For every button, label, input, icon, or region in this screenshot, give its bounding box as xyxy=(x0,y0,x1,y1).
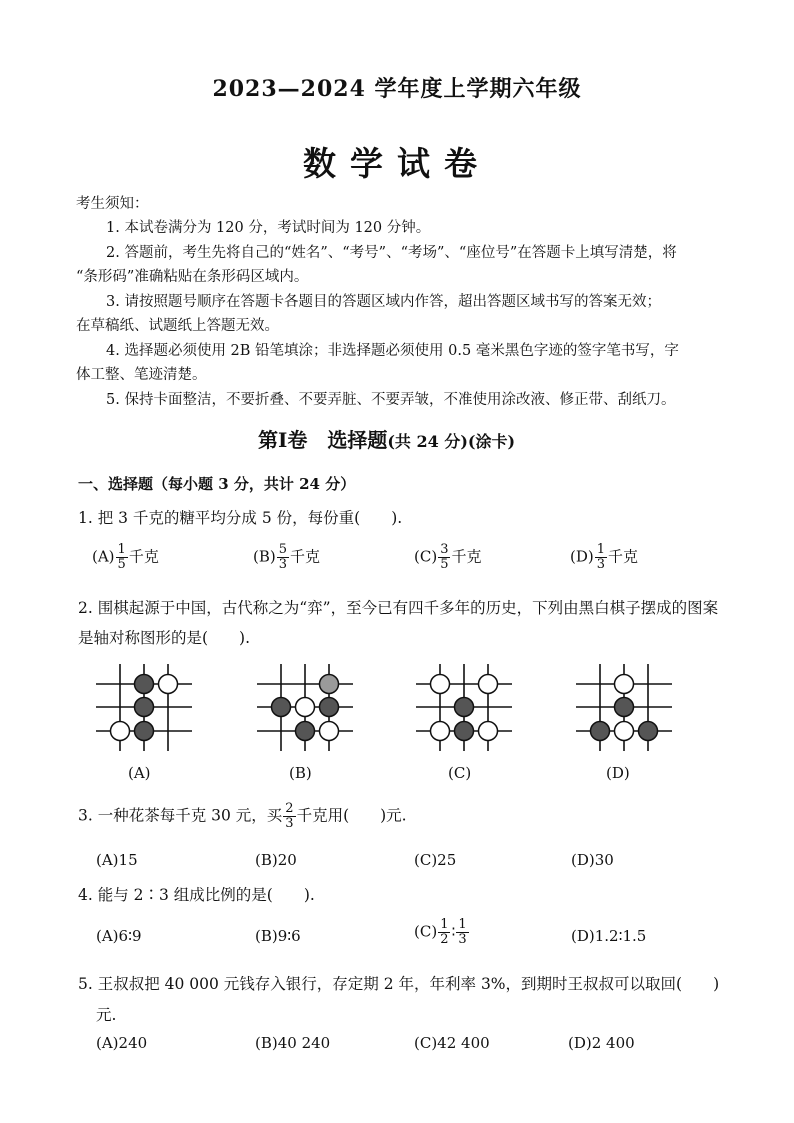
notice-line: 体工整、笔迹清楚。 xyxy=(76,367,207,383)
question-5-stem-line1: 5. 王叔叔把 40 000 元钱存入银行，存定期 2 年，年利率 3%，到期时王叔叔可以取回( ) xyxy=(78,975,720,993)
notice-line: “条形码”准确粘贴在条形码区域内。 xyxy=(76,269,309,285)
section-title-text: 第Ⅰ卷 选择题 xyxy=(258,428,388,452)
question-3-option-a: (A)15 xyxy=(96,851,138,869)
section-note: (涂卡) xyxy=(467,432,516,451)
question-4-option-a: (A)6∶9 xyxy=(96,927,142,945)
white-stone xyxy=(431,722,450,741)
notice-line: 3. 请按照题号顺序在答题卡各题目的答题区域内作答，超出答题区域书写的答案无效； xyxy=(106,294,661,310)
question-3-stem: 3. 一种花茶每千克 30 元，买 $\frac{2}{3}$ 千克用( )元. xyxy=(78,801,407,831)
go-board-a-label: (A) xyxy=(128,764,151,782)
question-3-option-b: (B)20 xyxy=(255,851,297,869)
white-stone xyxy=(320,722,339,741)
section-title xyxy=(258,424,515,453)
black-stone xyxy=(320,698,339,717)
notice-line: 1. 本试卷满分为 120 分，考试时间为 120 分钟。 xyxy=(106,220,431,236)
part-one-title: 一、选择题（每小题 3 分，共计 24 分） xyxy=(78,475,356,493)
section-score: (共 24 分) xyxy=(387,432,468,451)
question-1-option-a: (A) $\frac{1}{5}$ 千克 xyxy=(92,542,159,572)
black-stone xyxy=(320,675,339,694)
white-stone xyxy=(479,675,498,694)
black-stone xyxy=(591,722,610,741)
exam-year-title: 2023—2024 学年度上学期六年级 xyxy=(212,76,582,102)
notice-line: 5. 保持卡面整洁，不要折叠、不要弄脏、不要弄皱，不准使用涂改液、修正带、刮纸刀。 xyxy=(106,392,676,408)
white-stone xyxy=(615,675,634,694)
white-stone xyxy=(296,698,315,717)
go-board-d xyxy=(572,660,676,755)
black-stone xyxy=(296,722,315,741)
question-5-option-b: (B)40 240 xyxy=(255,1034,331,1052)
white-stone xyxy=(111,722,130,741)
question-4-option-b: (B)9∶6 xyxy=(255,927,301,945)
black-stone xyxy=(455,698,474,717)
notice-heading: 考生须知： xyxy=(76,196,149,212)
question-3-option-d: (D)30 xyxy=(571,851,614,869)
notice-line: 4. 选择题必须使用 2B 铅笔填涂；非选择题必须使用 0.5 毫米黑色字迹的签字笔书写，字 xyxy=(106,343,679,359)
white-stone xyxy=(615,722,634,741)
black-stone xyxy=(135,722,154,741)
black-stone xyxy=(135,698,154,717)
question-5-option-a: (A)240 xyxy=(96,1034,148,1052)
question-1-stem: 1. 把 3 千克的糖平均分成 5 份，每份重( ). xyxy=(78,509,403,527)
go-board-a xyxy=(92,660,196,755)
white-stone xyxy=(431,675,450,694)
question-2-stem-line1: 2. 围棋起源于中国，古代称之为“弈”，至今已有四千多年的历史，下列由黑白棋子摆成的图案 xyxy=(78,599,719,617)
question-3-option-c: (C)25 xyxy=(414,851,457,869)
black-stone xyxy=(615,698,634,717)
question-5-option-d: (D)2 400 xyxy=(568,1034,635,1052)
question-2-stem-line2: 是轴对称图形的是( ). xyxy=(78,629,251,647)
go-board-c xyxy=(412,660,516,755)
question-4-option-c: (C) $\frac{1}{2}$ ∶ $\frac{1}{3}$ xyxy=(414,917,467,947)
question-1-option-c: (C) $\frac{3}{5}$ 千克 xyxy=(414,542,482,572)
question-1-option-b: (B) $\frac{5}{3}$ 千克 xyxy=(253,542,321,572)
go-board-c-label: (C) xyxy=(448,764,472,782)
question-1-option-d: (D) $\frac{1}{3}$ 千克 xyxy=(570,542,639,572)
question-4-stem: 4. 能与 2∶3 组成比例的是( ). xyxy=(78,886,315,904)
black-stone xyxy=(272,698,291,717)
notice-line: 在草稿纸、试题纸上答题无效。 xyxy=(76,318,279,334)
black-stone xyxy=(639,722,658,741)
question-5-stem-line2: 元. xyxy=(96,1006,117,1024)
go-board-b-label: (B) xyxy=(289,764,312,782)
black-stone xyxy=(135,675,154,694)
notice-line: 2. 答题前，考生先将自己的“姓名”、“考号”、“考场”、“座位号”在答题卡上填写清楚，将 xyxy=(106,245,677,261)
black-stone xyxy=(455,722,474,741)
white-stone xyxy=(159,675,178,694)
question-5-option-c: (C)42 400 xyxy=(414,1034,490,1052)
go-board-d-label: (D) xyxy=(606,764,630,782)
go-board-b xyxy=(253,660,357,755)
exam-subject-title: 数学试卷 xyxy=(303,144,491,183)
question-4-option-d: (D)1.2∶1.5 xyxy=(571,927,647,945)
white-stone xyxy=(479,722,498,741)
